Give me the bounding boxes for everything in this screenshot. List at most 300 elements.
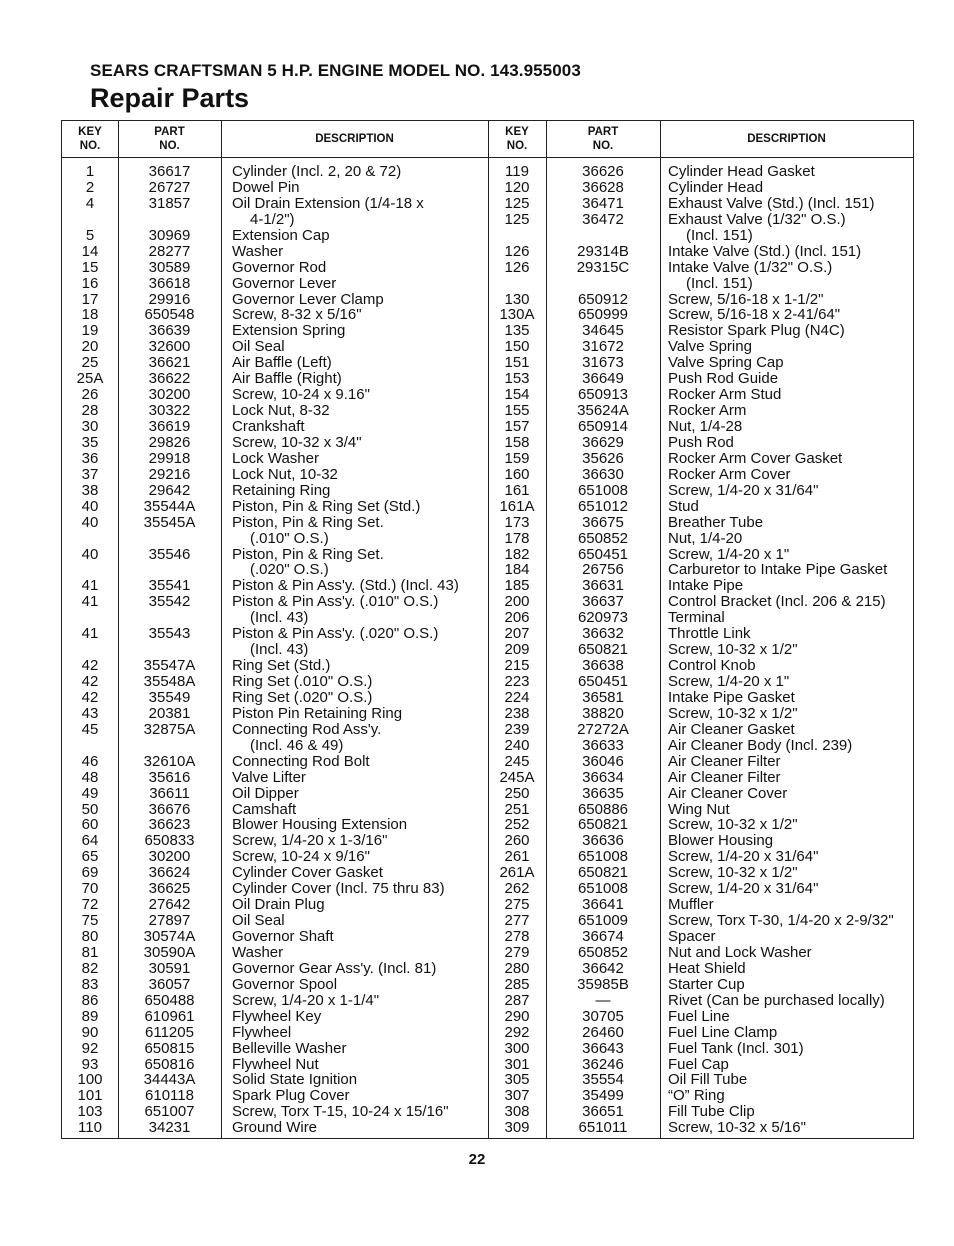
table-row (62, 435, 488, 451)
part-description: Extension Cap (232, 226, 330, 244)
part-number: 36617 (148, 163, 191, 180)
part-description: Nut, 1/4-20 (668, 529, 743, 547)
part-description: Heat Shield (668, 959, 746, 977)
table-row (62, 817, 488, 833)
table-row (62, 658, 488, 674)
parts-table (61, 120, 914, 1139)
part-number: 651008 (577, 848, 629, 866)
part-description: Stud (668, 497, 699, 515)
part-number: 31673 (582, 354, 624, 372)
key-number: 277 (504, 912, 530, 930)
part-description: (.020" O.S.) (250, 561, 329, 579)
table-row-continuation (62, 610, 488, 626)
table-row (62, 865, 488, 881)
part-description: Intake Valve (Std.) (Incl. 151) (668, 242, 862, 260)
part-number: 36634 (582, 768, 624, 786)
part-description: Intake Valve (1/32" O.S.) (668, 258, 833, 276)
key-number: 64 (81, 832, 99, 850)
part-number: 30591 (148, 959, 191, 977)
part-description: Oil Drain Extension (1/4-18 x (232, 194, 424, 212)
part-description: Connecting Rod Bolt (232, 752, 370, 770)
header-description (221, 121, 488, 157)
table-row (488, 738, 914, 754)
part-description: Piston & Pin Ass'y. (.020" O.S.) (232, 625, 439, 643)
part-description: Screw, 1/4-20 x 31/64" (668, 481, 819, 499)
part-description: Ring Set (Std.) (232, 657, 331, 675)
part-description: Spark Plug Cover (232, 1087, 350, 1105)
key-number: 125 (504, 210, 530, 228)
part-number: 36675 (582, 513, 624, 531)
part-description: Spacer (668, 928, 716, 945)
part-number: 36611 (149, 784, 190, 802)
part-description: Blower Housing Extension (232, 816, 408, 834)
key-number: 83 (81, 975, 99, 993)
part-number: 650451 (577, 673, 629, 690)
part-number: 36619 (148, 418, 191, 435)
table-row (62, 849, 488, 865)
table-row (62, 977, 488, 993)
part-description: Resistor Spark Plug (N4C) (668, 322, 845, 340)
part-number: 650816 (144, 1055, 195, 1073)
part-description: Piston, Pin & Ring Set. (232, 513, 384, 531)
table-row (488, 451, 914, 467)
key-number: 223 (504, 673, 530, 690)
key-number: 150 (504, 338, 530, 356)
table-row-continuation (62, 738, 488, 754)
part-description: (Incl. 151) (686, 274, 753, 292)
part-number: 35545A (143, 513, 196, 531)
part-description: Air Cleaner Cover (668, 784, 788, 802)
part-number: 650833 (144, 832, 195, 850)
part-number: 36046 (582, 752, 624, 770)
part-description: Screw, 5/16-18 x 1-1/2" (668, 290, 824, 308)
table-row (62, 355, 488, 371)
part-description: Screw, 10-32 x 1/2" (668, 864, 798, 882)
table-row-continuation (62, 562, 488, 578)
table-row (62, 499, 488, 515)
table-row (488, 594, 914, 610)
part-description: Dowel Pin (232, 178, 300, 196)
key-number: 81 (81, 943, 99, 961)
part-description: Air Cleaner Filter (668, 768, 781, 786)
key-number: 46 (81, 752, 99, 770)
key-number: 161 (504, 481, 530, 499)
part-description: (.010" O.S.) (250, 529, 329, 547)
table-row (62, 929, 488, 945)
part-description: Oil Seal (232, 338, 285, 356)
table-row (488, 881, 914, 897)
key-number: 92 (81, 1039, 99, 1057)
part-description: Air Cleaner Body (Incl. 239) (668, 736, 853, 754)
key-number: 40 (81, 497, 99, 515)
table-row (488, 244, 914, 260)
key-number: 18 (81, 306, 99, 324)
part-description: “O” Ring (668, 1087, 725, 1105)
part-number: 35543 (148, 625, 191, 643)
key-number: 65 (81, 848, 99, 866)
part-description: Solid State Ignition (232, 1071, 358, 1089)
table-row (488, 355, 914, 371)
key-number: 40 (81, 513, 99, 531)
part-description: Rocker Arm Stud (668, 386, 782, 404)
part-number: 34443A (143, 1071, 196, 1089)
part-number: 35547A (143, 657, 196, 675)
table-row (488, 706, 914, 722)
part-number: 28277 (148, 242, 191, 260)
part-number: 34231 (148, 1119, 191, 1137)
table-row (488, 562, 914, 578)
part-description: Screw, 1/4-20 x 1" (668, 545, 790, 563)
part-number: 26460 (582, 1023, 624, 1041)
table-row (62, 339, 488, 355)
key-number: 261A (499, 864, 535, 882)
part-number: 650821 (577, 816, 629, 834)
part-description: Ring Set (.020" O.S.) (232, 688, 373, 706)
part-description: Flywheel Key (232, 1007, 322, 1025)
part-number: 29315C (576, 258, 630, 276)
part-description: Flywheel (232, 1023, 292, 1041)
part-number: 36637 (582, 593, 624, 611)
table-row (488, 1025, 914, 1041)
part-number: 610118 (145, 1087, 194, 1105)
key-number: 308 (504, 1103, 530, 1121)
part-number: 36638 (582, 657, 624, 675)
table-row (488, 817, 914, 833)
part-number: 35616 (148, 768, 191, 786)
part-number: 26727 (148, 178, 191, 196)
part-number: 650821 (577, 641, 629, 659)
key-number: 307 (504, 1087, 530, 1105)
table-row (62, 467, 488, 483)
table-row (62, 1009, 488, 1025)
key-number: 292 (504, 1023, 530, 1041)
part-description: Fuel Line Clamp (668, 1023, 778, 1041)
key-number: 261 (504, 848, 530, 866)
key-number: 275 (504, 896, 530, 914)
part-description: Rocker Arm Cover (668, 465, 791, 483)
key-number: 161A (499, 497, 535, 515)
part-description: Rocker Arm Cover Gasket (668, 449, 843, 467)
key-number: 50 (81, 800, 99, 818)
part-number: 32610A (143, 752, 196, 770)
table-row (488, 419, 914, 435)
part-number: 30590A (143, 943, 196, 961)
table-row (62, 770, 488, 786)
part-description: Lock Washer (232, 449, 319, 467)
table-row (62, 292, 488, 308)
key-number: 48 (81, 768, 99, 786)
part-description: Flywheel Nut (232, 1055, 319, 1073)
part-number: 35542 (148, 593, 191, 611)
part-description: Cylinder Head (668, 178, 764, 196)
part-number: 36651 (582, 1103, 624, 1121)
key-number: 200 (504, 593, 530, 611)
part-number: 651009 (577, 912, 629, 930)
part-description: Piston & Pin Ass'y. (Std.) (Incl. 43) (232, 577, 459, 595)
table-row (488, 913, 914, 929)
table-row (62, 594, 488, 610)
document-supertitle: SEARS CRAFTSMAN 5 H.P. ENGINE MODEL NO. 143.955003 (90, 61, 581, 80)
part-number: 36472 (582, 210, 624, 228)
part-description: Extension Spring (232, 322, 346, 340)
key-number: 15 (81, 258, 99, 276)
part-description: Push Rod (668, 433, 734, 451)
part-description: Governor Rod (232, 258, 327, 276)
key-number: 238 (504, 704, 530, 722)
table-row-continuation (62, 531, 488, 547)
part-number: 651008 (577, 880, 629, 898)
part-description: Screw, 5/16-18 x 2-41/64" (668, 306, 841, 324)
table-row (62, 897, 488, 913)
key-number: 155 (504, 402, 530, 420)
key-number: 119 (505, 163, 529, 180)
header-description (660, 121, 913, 157)
part-description: Cylinder Cover (Incl. 75 thru 83) (232, 880, 445, 898)
table-row (62, 180, 488, 196)
part-description: Nut, 1/4-28 (668, 418, 743, 435)
part-number: 34645 (582, 322, 624, 340)
part-description: Valve Spring Cap (668, 354, 784, 372)
part-description: (Incl. 151) (686, 226, 753, 244)
key-number: 89 (81, 1007, 99, 1025)
table-row (488, 897, 914, 913)
key-number: 185 (504, 577, 530, 595)
part-description: Screw, 10-32 x 1/2" (668, 816, 798, 834)
part-description: 4-1/2") (250, 210, 295, 228)
key-number: 278 (504, 928, 530, 945)
key-number: 20 (81, 338, 99, 356)
part-description: Governor Spool (232, 975, 338, 993)
part-description: Fuel Tank (Incl. 301) (668, 1039, 804, 1057)
part-number: 651011 (578, 1119, 628, 1137)
part-number: 620973 (577, 609, 629, 627)
table-row (62, 833, 488, 849)
part-description: Fill Tube Clip (668, 1103, 755, 1121)
part-description: Governor Lever (232, 274, 337, 292)
key-number: 182 (504, 545, 530, 563)
table-row (488, 196, 914, 212)
key-number: 69 (81, 864, 99, 882)
key-number: 36 (81, 449, 99, 467)
key-number: 252 (504, 816, 530, 834)
part-number: 36633 (582, 736, 624, 754)
part-number: 36636 (582, 832, 624, 850)
part-description: Crankshaft (232, 418, 305, 435)
table-row-continuation (488, 228, 914, 244)
table-row (488, 483, 914, 499)
part-description: Screw, 10-24 x 9/16" (232, 848, 370, 866)
part-number: 650913 (577, 386, 629, 404)
part-description: Screw, 1/4-20 x 1-1/4" (232, 991, 380, 1009)
key-number: 245A (499, 768, 535, 786)
part-description: Starter Cup (668, 975, 745, 993)
key-number: 125 (504, 194, 530, 212)
key-number: 41 (81, 593, 99, 611)
table-row (62, 578, 488, 594)
table-row (62, 164, 488, 180)
table-row (488, 610, 914, 626)
key-number: 4 (85, 194, 95, 212)
part-number: 35499 (582, 1087, 624, 1105)
table-row (488, 929, 914, 945)
part-description: Air Cleaner Gasket (668, 720, 795, 738)
key-number: 100 (77, 1071, 103, 1089)
header-description-label: DESCRIPTION (315, 133, 394, 145)
table-row (62, 547, 488, 563)
key-number: 42 (81, 657, 99, 675)
part-number: 29918 (148, 449, 191, 467)
table-row (488, 212, 914, 228)
part-number: 36635 (582, 784, 624, 802)
key-number: 5 (85, 226, 95, 244)
key-number: 209 (504, 641, 530, 659)
part-description: Control Bracket (Incl. 206 & 215) (668, 593, 886, 611)
key-number: 130A (499, 306, 535, 324)
table-row (488, 770, 914, 786)
key-number: 42 (81, 673, 99, 690)
table-row (488, 1009, 914, 1025)
key-number: 135 (504, 322, 530, 340)
part-number: 36624 (148, 864, 191, 882)
part-number: 35548A (143, 673, 196, 690)
part-description: Lock Nut, 10-32 (232, 465, 338, 483)
key-number: 287 (504, 991, 530, 1009)
table-row (488, 260, 914, 276)
key-number: 260 (504, 832, 530, 850)
table-row (62, 419, 488, 435)
header-part-line2: NO. (159, 140, 180, 152)
part-number: 36618 (148, 274, 191, 292)
part-number: 36643 (582, 1039, 624, 1057)
part-number: 29642 (148, 481, 191, 499)
part-description: Piston, Pin & Ring Set. (232, 545, 384, 563)
key-number: 26 (81, 386, 99, 404)
part-number: 27272A (577, 720, 629, 738)
key-number: 72 (81, 896, 99, 914)
part-description: Oil Drain Plug (232, 896, 325, 914)
table-row (488, 674, 914, 690)
header-part-no (118, 121, 221, 157)
table-row (62, 276, 488, 292)
part-description: Fuel Line (668, 1007, 730, 1025)
key-number: 80 (81, 928, 99, 945)
part-number: 35546 (148, 545, 191, 563)
table-row (62, 786, 488, 802)
key-number: 285 (504, 975, 530, 993)
table-row (62, 451, 488, 467)
page-number: 22 (468, 1151, 486, 1168)
part-description: Exhaust Valve (Std.) (Incl. 151) (668, 194, 875, 212)
part-number: 35626 (582, 449, 624, 467)
key-number: 110 (78, 1119, 102, 1137)
part-number: 36623 (148, 816, 191, 834)
table-row (488, 164, 914, 180)
part-number: 36631 (582, 577, 624, 595)
table-row (488, 547, 914, 563)
part-number: 651008 (577, 481, 629, 499)
part-number: 650999 (577, 306, 629, 324)
key-number: 42 (81, 688, 99, 706)
table-row (488, 1120, 914, 1136)
key-number: 14 (81, 242, 99, 260)
part-number: 36649 (582, 370, 624, 388)
part-description: Rivet (Can be purchased locally) (668, 991, 885, 1009)
table-row-continuation (62, 212, 488, 228)
key-number: 240 (504, 736, 530, 754)
part-number: 36641 (582, 896, 624, 914)
part-number: 36471 (582, 194, 624, 212)
key-number: 251 (504, 800, 530, 818)
table-row (62, 1120, 488, 1136)
table-row (488, 786, 914, 802)
part-description: Piston & Pin Ass'y. (.010" O.S.) (232, 593, 439, 611)
part-description: Intake Pipe Gasket (668, 688, 795, 706)
part-description: Cylinder Head Gasket (668, 163, 815, 180)
part-number: 36626 (582, 163, 624, 180)
table-row (488, 961, 914, 977)
key-number: 41 (81, 577, 99, 595)
table-row (62, 1025, 488, 1041)
part-number: 650914 (577, 418, 629, 435)
table-row (488, 945, 914, 961)
table-row (488, 1041, 914, 1057)
part-description: Belleville Washer (232, 1039, 347, 1057)
part-number: 20381 (148, 704, 191, 722)
table-row (62, 196, 488, 212)
part-description: Oil Fill Tube (668, 1071, 748, 1089)
part-description: Screw, 10-24 x 9.16" (232, 386, 370, 404)
part-number: 30705 (582, 1007, 624, 1025)
table-row (488, 323, 914, 339)
key-number: 130 (504, 290, 530, 308)
table-row (62, 1072, 488, 1088)
part-number: 29916 (148, 290, 191, 308)
key-number: 250 (504, 784, 530, 802)
table-row (62, 802, 488, 818)
part-description: Washer (232, 943, 284, 961)
part-number: 32875A (143, 720, 196, 738)
table-row (488, 371, 914, 387)
part-number: 36625 (148, 880, 191, 898)
part-description: (Incl. 43) (250, 641, 309, 659)
part-number: 650821 (577, 864, 629, 882)
part-description: Screw, 10-32 x 1/2" (668, 641, 798, 659)
part-description: Piston, Pin & Ring Set (Std.) (232, 497, 421, 515)
table-row (62, 387, 488, 403)
part-number: 30200 (148, 386, 191, 404)
key-number: 309 (504, 1119, 530, 1137)
part-description: Control Knob (668, 657, 756, 675)
part-description: Valve Lifter (232, 768, 306, 786)
key-number: 93 (81, 1055, 99, 1073)
key-number: 178 (504, 529, 530, 547)
table-row (488, 1088, 914, 1104)
part-number: 611205 (145, 1023, 194, 1041)
table-row-continuation (62, 642, 488, 658)
part-description: Cylinder Cover Gasket (232, 864, 383, 882)
part-number: 36629 (582, 433, 624, 451)
key-number: 279 (504, 943, 530, 961)
table-row (62, 244, 488, 260)
part-number: 30574A (143, 928, 196, 945)
key-number: 70 (81, 880, 99, 898)
key-number: 25A (76, 370, 104, 388)
table-row-continuation (488, 276, 914, 292)
part-number: 36674 (582, 928, 624, 945)
key-number: 82 (81, 959, 99, 977)
key-number: 262 (504, 880, 530, 898)
key-number: 60 (81, 816, 99, 834)
